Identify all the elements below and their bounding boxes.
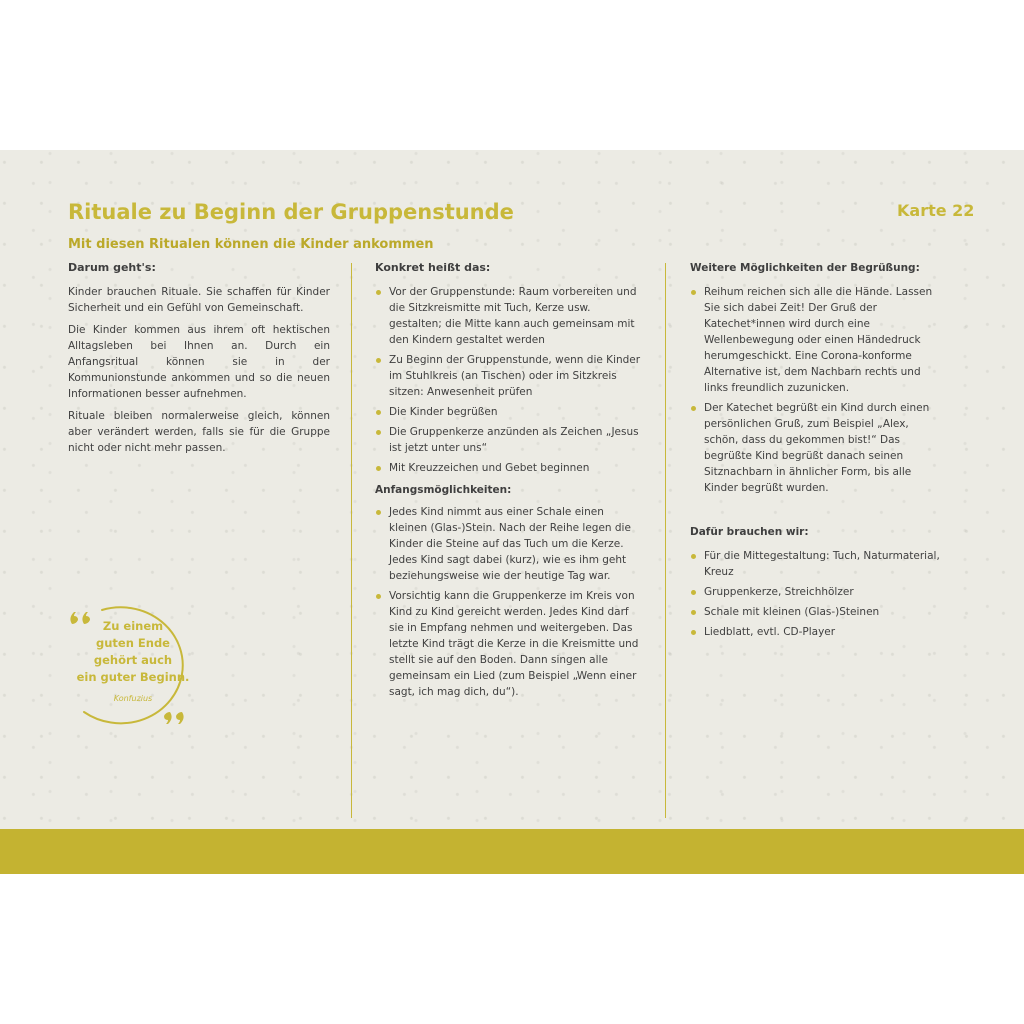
quote-text bbox=[68, 618, 198, 686]
quote-author: Konfuzius bbox=[113, 694, 153, 703]
list-item: Die Kinder begrüßen bbox=[375, 404, 641, 420]
paragraph: Kinder brauchen Rituale. Sie schaffen für Kinder Sicherheit und ein Gefühl von Gemeinschaft. bbox=[68, 286, 330, 314]
column-divider bbox=[351, 263, 352, 818]
paragraph: Rituale bleiben normalerweise gleich, können aber verändert werden, falls sie für die Gruppe nicht oder nicht mehr passen. bbox=[68, 410, 330, 454]
list-item: Die Gruppenkerze anzünden als Zeichen „Jesus ist jetzt unter uns“ bbox=[375, 424, 641, 456]
section-heading: Dafür brauchen wir: bbox=[690, 526, 809, 538]
list-item: Vor der Gruppenstunde: Raum vorbereiten und die Sitzkreismitte mit Tuch, Kerze usw. gestalten; die Mitte kann auch gemeinsam mit den Kindern gestaltet werden bbox=[375, 284, 641, 348]
list-item: Reihum reichen sich alle die Hände. Lassen Sie sich dabei Zeit! Der Gruß der Katechet*innen wird durch eine Wellenbewegung oder einen Händedruck herumgeschickt. Eine Corona-konforme Alternative ist, dem Nachbarn rechts und links freundlich zuzunicken. bbox=[690, 284, 946, 396]
bullet-list bbox=[690, 284, 946, 496]
section-subheading: Anfangsmöglichkeiten: bbox=[375, 484, 512, 496]
quote-line: Zu einem bbox=[102, 619, 164, 633]
page-title: Rituale zu Beginn der Gruppenstunde bbox=[68, 200, 514, 224]
section-heading: Weitere Möglichkeiten der Begrüßung: bbox=[690, 262, 920, 274]
list-item: Gruppenkerze, Streichhölzer bbox=[690, 584, 946, 600]
card-number: Karte 22 bbox=[897, 201, 975, 220]
section-heading: Konkret heißt das: bbox=[375, 261, 491, 274]
bullet-list bbox=[690, 548, 946, 640]
close-quote-icon bbox=[164, 712, 184, 724]
list-item: Mit Kreuzzeichen und Gebet beginnen bbox=[375, 460, 641, 476]
list-item: Zu Beginn der Gruppenstunde, wenn die Kinder im Stuhlkreis (an Tischen) oder im Sitzkreis sitzen: Anwesenheit prüfen bbox=[375, 352, 641, 400]
column-concrete bbox=[375, 260, 641, 704]
bottom-bar bbox=[0, 829, 1024, 874]
quote-line: guten Ende bbox=[96, 636, 170, 650]
quote-line: gehört auch bbox=[93, 653, 173, 667]
paragraph: Die Kinder kommen aus ihrem oft hektischen Alltagsleben bei Ihnen an. Durch ein Anfangsritual können sie in der Kommunionstunde ankommen und so die neuen Informationen besser aufnehmen. bbox=[68, 324, 330, 400]
list-item: Für die Mittegestaltung: Tuch, Naturmaterial, Kreuz bbox=[690, 548, 946, 580]
bullet-list bbox=[375, 504, 641, 700]
column-divider bbox=[665, 263, 666, 818]
list-item: Liedblatt, evtl. CD-Player bbox=[690, 624, 946, 640]
column-why bbox=[68, 260, 330, 462]
list-item: Der Katechet begrüßt ein Kind durch einen persönlichen Gruß, zum Beispiel „Alex, schön, dass du gekommen bist!“ Das begrüßte Kind begrüßt danach seinen Sitznachbarn in ähnlicher Form, bis alle Kinder begrüßt wurden. bbox=[690, 400, 946, 496]
list-item: Vorsichtig kann die Gruppenkerze im Kreis von Kind zu Kind gereicht werden. Jedes Kind darf sie in Empfang nehmen und weitergeben. Das letzte Kind trägt die Kerze in die Kreismitte und stellt sie auf den Boden. Dann singen alle gemeinsam ein Lied (zum Beispiel „Wenn einer sagt, ich mag dich, du“). bbox=[375, 588, 641, 700]
list-item: Schale mit kleinen (Glas-)Steinen bbox=[690, 604, 946, 620]
quote-box bbox=[62, 600, 202, 725]
section-heading: Darum geht's: bbox=[68, 261, 156, 274]
spacer bbox=[690, 500, 946, 524]
quote-line: ein guter Beginn. bbox=[76, 670, 190, 684]
page-subtitle: Mit diesen Ritualen können die Kinder ankommen bbox=[68, 237, 434, 252]
bullet-list bbox=[375, 284, 641, 476]
list-item: Jedes Kind nimmt aus einer Schale einen kleinen (Glas-)Stein. Nach der Reihe legen die Kinder die Steine auf das Tuch um die Kerze. Jedes Kind sagt dabei (kurz), wie es ihm geht beziehungsweise wie der heutige Tag war. bbox=[375, 504, 641, 584]
column-greetings bbox=[690, 260, 946, 644]
